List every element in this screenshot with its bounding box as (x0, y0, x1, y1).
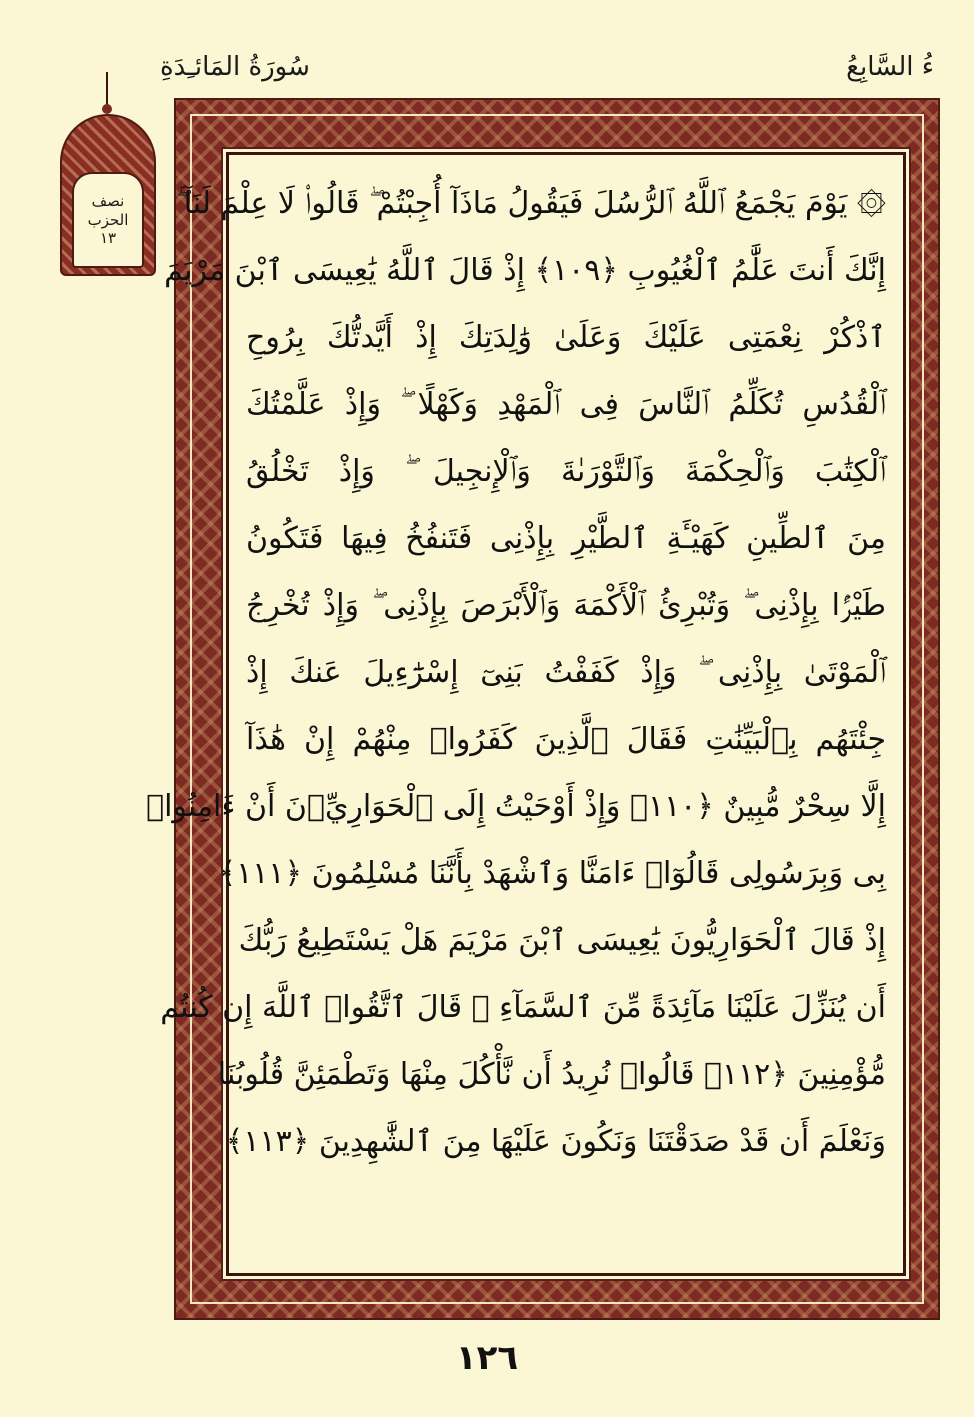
juz-name-header: ءُ السَّابِعُ (846, 52, 934, 82)
verse-line: ٱلْقُدُسِ تُكَلِّمُ ٱلنَّاسَ فِى ٱلْمَهْدِ وَكَهْلًا ۖ وَإِذْ عَلَّمْتُكَ (246, 387, 886, 422)
hizb-marker-line3: ١٣ (99, 229, 117, 248)
verse-line: بِى وَبِرَسُولِى قَالُوٓا۟ ءَامَنَّا وَٱشْهَدْ بِأَنَّنَا مُسْلِمُونَ ﴿١١١﴾ (218, 856, 886, 891)
page-number: ١٢٦ (455, 1338, 519, 1378)
verse-line: مِنَ ٱلطِّينِ كَهَيْـَٔةِ ٱلطَّيْرِ بِإِذْنِى فَتَنفُخُ فِيهَا فَتَكُونُ (246, 521, 886, 556)
verse-line: مُّؤْمِنِينَ ﴿١١٢﴾ قَالُوا۟ نُرِيدُ أَن نَّأْكُلَ مِنْهَا وَتَطْمَئِنَّ قُلُوبُنَا (217, 1057, 886, 1092)
hizb-marker-line1: نصف (91, 191, 125, 210)
verse-line: إِذْ قَالَ ٱلْحَوَارِيُّونَ يَٰعِيسَى ٱبْنَ مَرْيَمَ هَلْ يَسْتَطِيعُ رَبُّكَ (238, 923, 886, 958)
hizb-marker-medallion (60, 114, 156, 276)
verse-line: ٱلْكِتَٰبَ وَٱلْحِكْمَةَ وَٱلتَّوْرَىٰةَ وَٱلْإِنجِيلَ ۖ وَإِذْ تَخْلُقُ (246, 454, 886, 489)
verse-line: ٱلْمَوْتَىٰ بِإِذْنِى ۖ وَإِذْ كَفَفْتُ بَنِىٓ إِسْرَٰٓءِيلَ عَنكَ إِذْ (246, 655, 886, 690)
surah-name-header: سُورَةُ المَائـِدَةِ (160, 52, 310, 82)
verse-line: إِنَّكَ أَنتَ عَلَّٰمُ ٱلْغُيُوبِ ﴿١٠٩﴾ إِذْ قَالَ ٱللَّهُ يَٰعِيسَى ٱبْنَ مَرْيَمَ (164, 253, 886, 288)
verse-line: إِلَّا سِحْرٌ مُّبِينٌ ﴿١١٠﴾ وَإِذْ أَوْحَيْتُ إِلَى ٱلْحَوَارِيِّۦنَ أَنْ ءَامِنُوا۟ (146, 789, 886, 824)
verse-line: ٱذْكُرْ نِعْمَتِى عَلَيْكَ وَعَلَىٰ وَٰلِدَتِكَ إِذْ أَيَّدتُّكَ بِرُوحِ (246, 320, 886, 355)
hizb-marker-label (72, 172, 144, 268)
verse-line: وَنَعْلَمَ أَن قَدْ صَدَقْتَنَا وَنَكُونَ عَلَيْهَا مِنَ ٱلشَّٰهِدِينَ ﴿١١٣﴾ (225, 1124, 886, 1159)
verse-line: ۞ يَوْمَ يَجْمَعُ ٱللَّهُ ٱلرُّسُلَ فَيَقُولُ مَاذَآ أُجِبْتُمْ ۖ قَالُوا۟ لَا عِلْمَ لَنَآ ۖ (176, 186, 886, 221)
medallion-stem (106, 72, 108, 108)
verse-text-block (146, 170, 886, 1175)
medallion-finial-icon (102, 104, 112, 114)
verse-line: أَن يُنَزِّلَ عَلَيْنَا مَآئِدَةً مِّنَ ٱلسَّمَآءِ ۖ قَالَ ٱتَّقُوا۟ ٱللَّهَ إِن كُنتُم (160, 990, 886, 1025)
verse-line: جِئْتَهُم بِٱلْبَيِّنَٰتِ فَقَالَ ٱلَّذِينَ كَفَرُوا۟ مِنْهُمْ إِنْ هَٰذَآ (246, 722, 886, 757)
verse-line: طَيْرًۢا بِإِذْنِى ۖ وَتُبْرِئُ ٱلْأَكْمَهَ وَٱلْأَبْرَصَ بِإِذْنِى ۖ وَإِذْ تُخْرِجُ (246, 588, 886, 623)
hizb-marker-line2: الحزب (87, 210, 129, 229)
